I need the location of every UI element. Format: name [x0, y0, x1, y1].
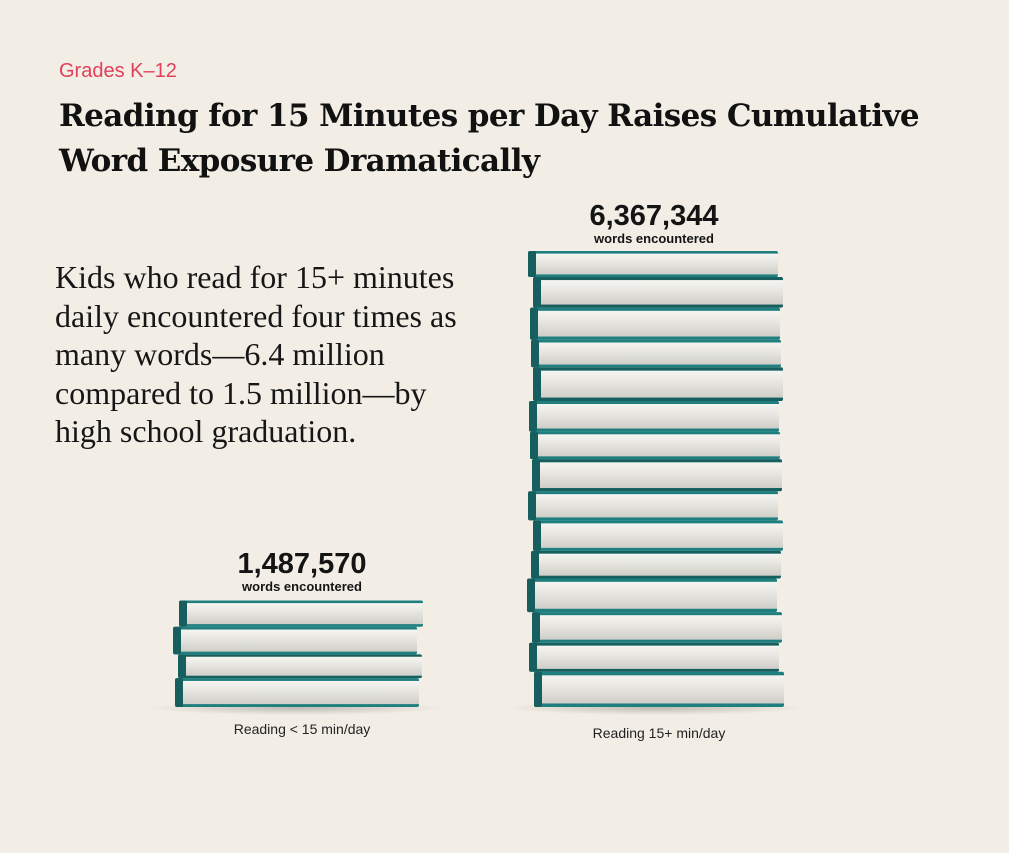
- book-pages: [541, 280, 783, 304]
- book-spine: [529, 401, 537, 432]
- summary-text: Kids who read for 15+ minutes daily encountered four times as many words—6.4 million compared to 1.5 million—by high school graduation.: [55, 259, 457, 450]
- book-spine: [527, 578, 535, 612]
- book-spine: [532, 612, 540, 643]
- book-pages: [541, 523, 783, 547]
- book-pages: [536, 494, 778, 517]
- book-pages: [541, 371, 783, 398]
- book: [531, 340, 781, 368]
- book: [175, 678, 419, 707]
- book: [528, 251, 778, 277]
- book-spine: [531, 340, 539, 368]
- book: [533, 277, 783, 308]
- book-stack-less-15: [173, 600, 423, 707]
- chart-title: Reading for 15 Minutes per Day Raises Cumulative Word Exposure Dramatically: [59, 98, 920, 179]
- book-spine: [173, 627, 181, 655]
- book-pages: [538, 311, 780, 337]
- category-label-15-plus: Reading 15+ min/day: [592, 725, 726, 741]
- book: [179, 600, 423, 626]
- unit-label-less-15: words encountered: [242, 579, 362, 594]
- eyebrow-label: Grades K–12: [59, 60, 177, 82]
- book: [529, 401, 779, 432]
- value-label-less-15: 1,487,570: [237, 548, 367, 580]
- book-spine: [533, 277, 541, 308]
- book: [178, 654, 422, 678]
- book-spine: [175, 678, 183, 707]
- book-spine: [179, 600, 187, 626]
- book-spine: [178, 654, 186, 678]
- book: [533, 520, 783, 551]
- category-label-less-15: Reading < 15 min/day: [233, 721, 371, 737]
- book-spine: [533, 520, 541, 551]
- book-pages: [187, 603, 423, 624]
- book-pages: [539, 554, 781, 576]
- book-spine: [528, 491, 536, 520]
- book: [527, 578, 777, 612]
- book: [532, 612, 782, 643]
- book-pages: [542, 675, 784, 703]
- book-spine: [528, 251, 536, 277]
- book: [529, 643, 779, 672]
- unit-label-15-plus: words encountered: [594, 231, 714, 246]
- book: [530, 432, 780, 460]
- book: [534, 672, 784, 707]
- book: [173, 627, 417, 655]
- book-pages: [186, 657, 422, 676]
- book-spine: [533, 367, 541, 401]
- book: [533, 367, 783, 401]
- book-pages: [540, 462, 782, 488]
- book-pages: [183, 681, 419, 704]
- book-pages: [539, 343, 781, 365]
- book-pages: [538, 434, 780, 456]
- book-pages: [535, 582, 777, 609]
- book: [528, 491, 778, 520]
- book-spine: [530, 308, 538, 340]
- book-stack-15-plus: [527, 251, 784, 707]
- book: [530, 308, 780, 340]
- book-pages: [536, 254, 778, 275]
- book-spine: [530, 432, 538, 460]
- value-label-15-plus: 6,367,344: [589, 200, 719, 232]
- book-pages: [540, 615, 782, 639]
- book-spine: [529, 643, 537, 672]
- book-pages: [181, 630, 417, 652]
- book-spine: [532, 459, 540, 491]
- book-pages: [537, 646, 779, 669]
- book: [532, 459, 782, 491]
- book-spine: [534, 672, 542, 707]
- book-spine: [531, 551, 539, 579]
- book: [531, 551, 781, 579]
- book-pages: [537, 404, 779, 428]
